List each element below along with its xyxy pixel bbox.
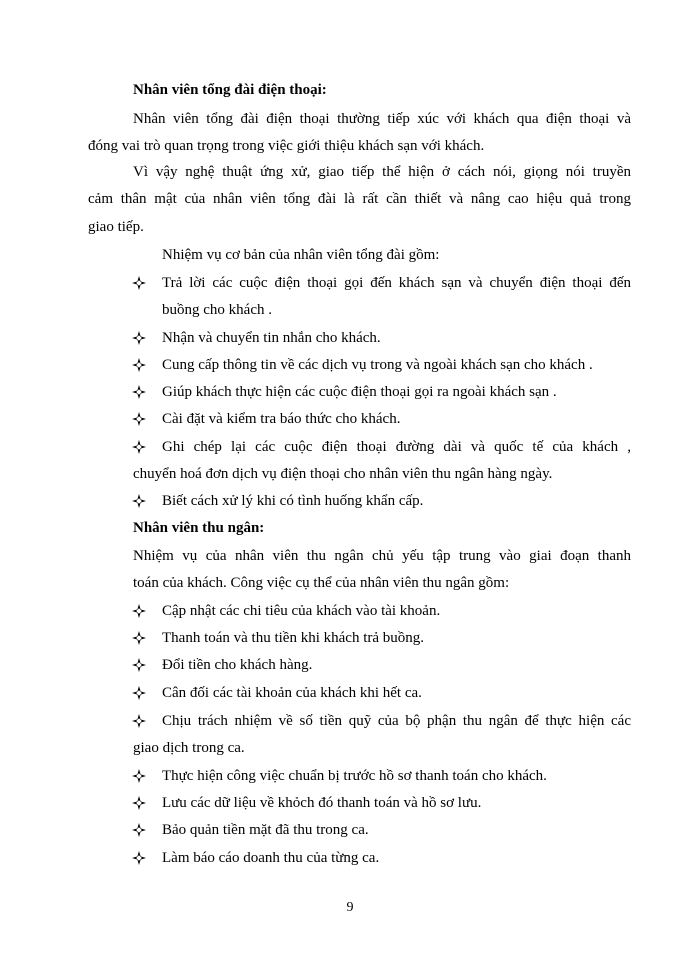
diamond-bullet-icon: [132, 412, 146, 426]
diamond-bullet-icon: [132, 714, 146, 728]
diamond-bullet-icon: [132, 769, 146, 783]
diamond-bullet-icon: [132, 686, 146, 700]
paragraph-line: giao tiếp.: [88, 219, 144, 235]
list-item: Nhận và chuyển tin nhắn cho khách.: [162, 330, 381, 346]
list-item: Chịu trách nhiệm về số tiền quỹ của bộ phận thu ngân để thực hiện các: [162, 713, 631, 729]
list-item: Trả lời các cuộc điện thoại gọi đến khách sạn và chuyển điện thoại đến: [162, 275, 631, 291]
diamond-bullet-icon: [132, 631, 146, 645]
list-item: Cân đối các tài khoản của khách khi hết ca.: [162, 685, 422, 701]
list-item: Cập nhật các chi tiêu của khách vào tài khoản.: [162, 603, 441, 619]
diamond-bullet-icon: [132, 276, 146, 290]
diamond-bullet-icon: [132, 331, 146, 345]
list-item: Ghi chép lại các cuộc điện thoại đường dài và quốc tế của khách ,: [162, 439, 631, 455]
list-item: Lưu các dữ liệu về khỏch đó thanh toán và hồ sơ lưu.: [162, 795, 482, 811]
diamond-bullet-icon: [132, 358, 146, 372]
section-heading-switchboard: Nhân viên tổng đài điện thoại:: [133, 82, 327, 98]
list-item-continuation: chuyển hoá đơn dịch vụ điện thoại cho nhân viên thu ngân hàng ngày.: [133, 466, 553, 482]
paragraph-line: cảm thân mật của nhân viên tổng đài là rất cần thiết và nâng cao hiệu quả trong: [88, 191, 631, 207]
list-item: Bảo quản tiền mặt đã thu trong ca.: [162, 822, 369, 838]
diamond-bullet-icon: [132, 658, 146, 672]
list-item-continuation: buồng cho khách .: [162, 302, 272, 318]
paragraph-line: toán của khách. Công việc cụ thể của nhân viên thu ngân gồm:: [133, 575, 510, 591]
list-item: Giúp khách thực hiện các cuộc điện thoại gọi ra ngoài khách sạn .: [162, 384, 557, 400]
list-item: Làm báo cáo doanh thu của từng ca.: [162, 850, 380, 866]
diamond-bullet-icon: [132, 851, 146, 865]
page-number: 9: [346, 900, 354, 915]
list-item: Thực hiện công việc chuẩn bị trước hồ sơ thanh toán cho khách.: [162, 768, 547, 784]
list-item: Thanh toán và thu tiền khi khách trả buồng.: [162, 630, 425, 646]
diamond-bullet-icon: [132, 494, 146, 508]
list-item-continuation: giao dịch trong ca.: [133, 740, 245, 756]
section-heading-cashier: Nhân viên thu ngân:: [133, 520, 265, 536]
list-item: Cung cấp thông tin về các dịch vụ trong và ngoài khách sạn cho khách .: [162, 357, 593, 373]
paragraph-line: Nhân viên tổng đài điện thoại thường tiếp xúc với khách qua điện thoại và: [133, 111, 631, 127]
list-item: Cài đặt và kiểm tra báo thức cho khách.: [162, 411, 401, 427]
paragraph-line: Vì vậy nghệ thuật ứng xử, giao tiếp thể hiện ở cách nói, giọng nói truyền: [133, 164, 631, 180]
diamond-bullet-icon: [132, 823, 146, 837]
list-item: Đổi tiền cho khách hàng.: [162, 657, 313, 673]
paragraph-line: Nhiệm vụ của nhân viên thu ngân chủ yếu tập trung vào giai đoạn thanh: [133, 548, 631, 564]
diamond-bullet-icon: [132, 796, 146, 810]
paragraph-line: đóng vai trò quan trọng trong việc giới thiệu khách sạn với khách.: [88, 138, 485, 154]
list-intro: Nhiệm vụ cơ bản của nhân viên tổng đài gồm:: [162, 247, 440, 263]
list-item: Biết cách xử lý khi có tình huống khẩn cấp.: [162, 493, 424, 509]
diamond-bullet-icon: [132, 440, 146, 454]
diamond-bullet-icon: [132, 604, 146, 618]
diamond-bullet-icon: [132, 385, 146, 399]
